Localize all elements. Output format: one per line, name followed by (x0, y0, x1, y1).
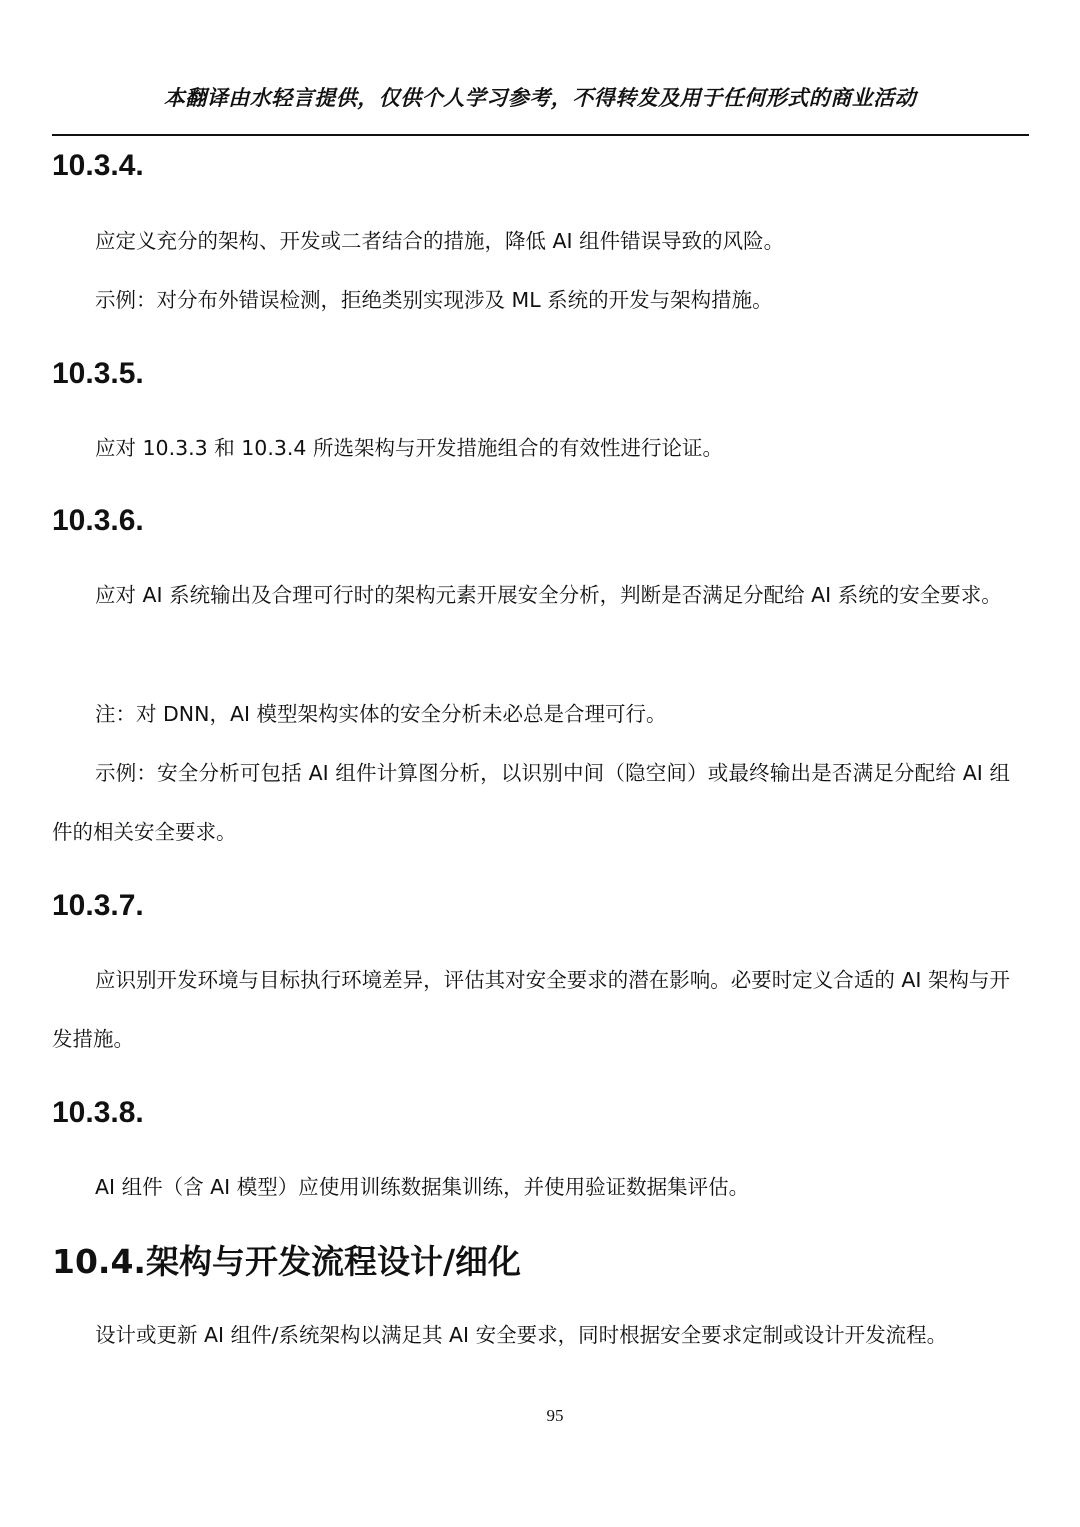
section-heading-10-4: 10.4.架构与开发流程设计/细化 (52, 1242, 522, 1281)
paragraph: 应定义充分的架构、开发或二者结合的措施，降低 AI 组件错误导致的风险。 (95, 229, 785, 253)
page-header: 本翻译由水轻言提供，仅供个人学习参考，不得转发及用于任何形式的商业活动 (163, 86, 917, 110)
page-number: 95 (546, 1406, 564, 1425)
paragraph: 应对 10.3.3 和 10.3.4 所选架构与开发措施组合的有效性进行论证。 (95, 436, 723, 460)
paragraph: 应识别开发环境与目标执行环境差异，评估其对安全要求的潜在影响。必要时定义合适的 AI 架构与开发措施。 (52, 968, 1010, 1051)
paragraph: 应对 AI 系统输出及合理可行时的架构元素开展安全分析，判断是否满足分配给 AI 系统的安全要求。 (95, 583, 1002, 607)
section-heading-10-3-7: 10.3.7. (52, 889, 144, 922)
section-heading-10-3-5: 10.3.5. (52, 357, 144, 390)
paragraph: 设计或更新 AI 组件/系统架构以满足其 AI 安全要求，同时根据安全要求定制或设计开发流程。 (95, 1323, 948, 1347)
section-heading-10-3-6: 10.3.6. (52, 504, 144, 537)
header-divider (52, 134, 1029, 136)
paragraph: AI 组件（含 AI 模型）应使用训练数据集训练，并使用验证数据集评估。 (95, 1175, 750, 1199)
note-paragraph: 注：对 DNN，AI 模型架构实体的安全分析未必总是合理可行。 (95, 702, 667, 726)
section-heading-10-3-8: 10.3.8. (52, 1096, 144, 1129)
example-paragraph: 示例：安全分析可包括 AI 组件计算图分析，以识别中间（隐空间）或最终输出是否满足分配给 AI 组件的相关安全要求。 (52, 761, 1010, 844)
section-heading-10-3-4: 10.3.4. (52, 149, 144, 182)
example-paragraph: 示例：对分布外错误检测，拒绝类别实现涉及 ML 系统的开发与架构措施。 (95, 288, 773, 312)
